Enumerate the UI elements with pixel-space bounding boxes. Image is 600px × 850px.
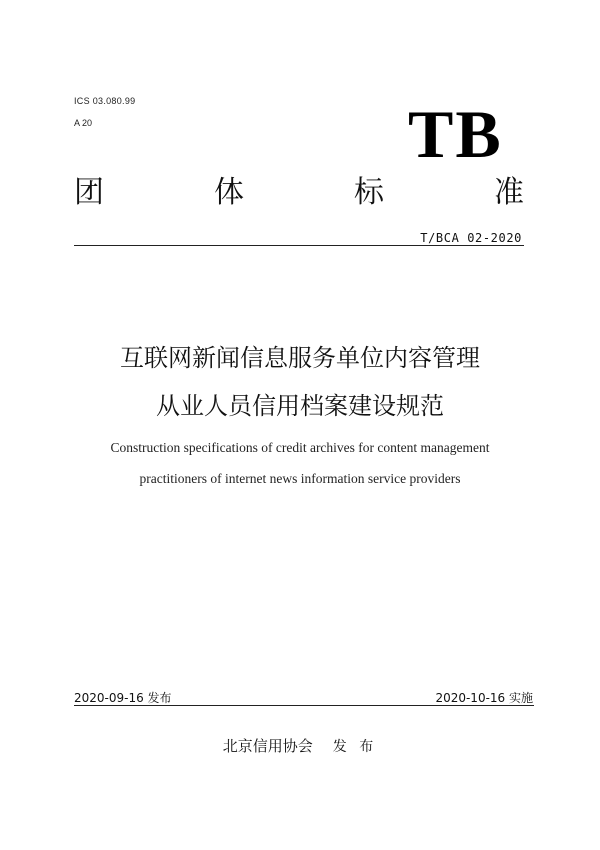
ics-code: ICS 03.080.99 — [74, 96, 136, 106]
header-divider — [74, 245, 524, 246]
publisher-line — [0, 735, 600, 756]
publish-date: 2020-09-16 发布 — [74, 691, 172, 705]
implement-date: 2020-10-16 实施 — [435, 691, 533, 705]
footer-divider — [74, 705, 534, 706]
publisher-name: 北京信用协会 — [222, 737, 313, 755]
title-cn-line2: 从业人员信用档案建设规范 — [156, 392, 444, 420]
tb-logo: TB — [408, 96, 503, 172]
standard-type-char: 团 — [74, 175, 104, 210]
title-en-line1: Construction specifications of credit archives for content management — [110, 440, 490, 455]
standard-type-char: 标 — [354, 175, 384, 210]
standard-type-char: 准 — [494, 175, 524, 210]
standard-code: T/BCA 02-2020 — [420, 231, 522, 245]
title-en-line2: practitioners of internet news information service providers — [139, 471, 461, 486]
title-cn-line1: 互联网新闻信息服务单位内容管理 — [120, 344, 480, 372]
standard-type-char: 体 — [214, 175, 244, 210]
ccs-code: A 20 — [74, 118, 93, 128]
publish-verb: 发 布 — [332, 739, 378, 755]
standard-type — [74, 175, 524, 210]
